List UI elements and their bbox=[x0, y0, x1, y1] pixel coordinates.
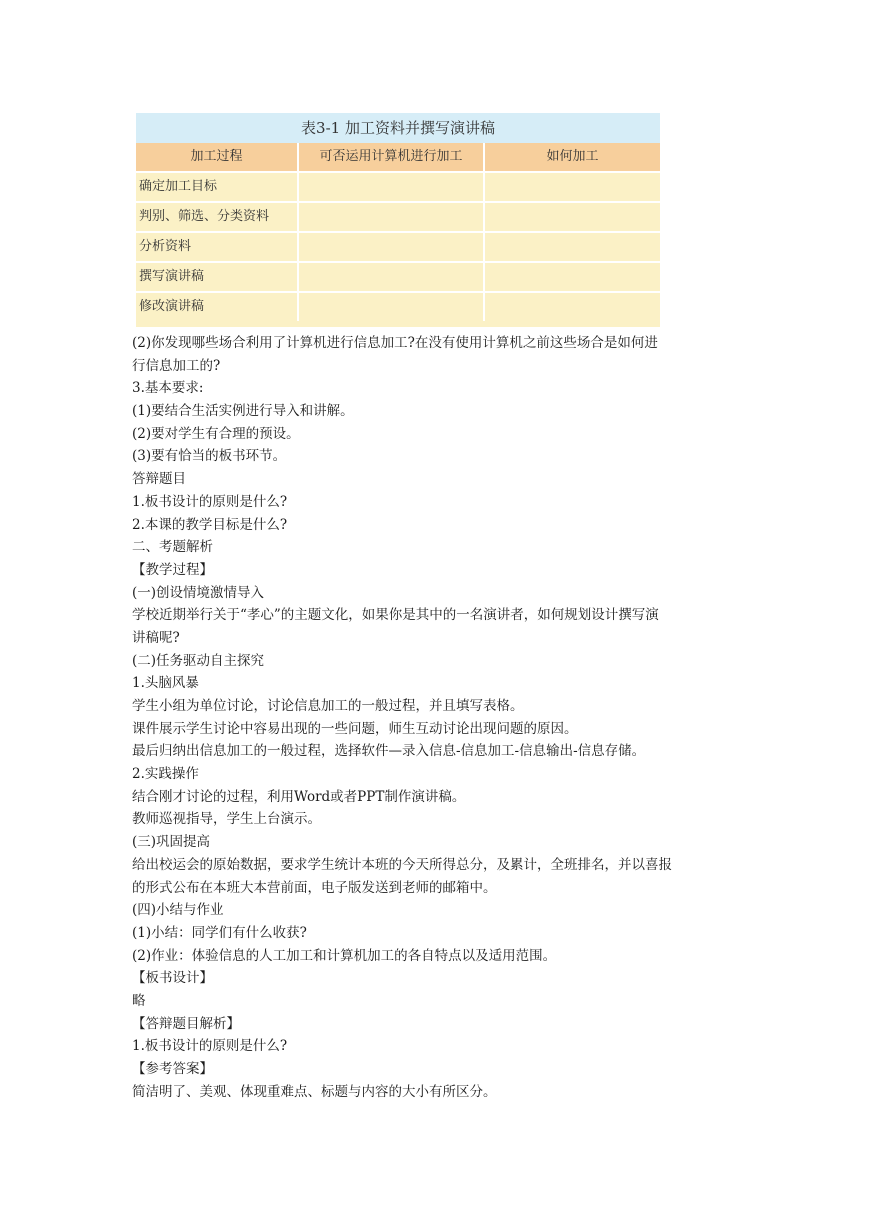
table-cell bbox=[299, 173, 485, 201]
table-cell bbox=[299, 293, 485, 321]
text-line: (1)小结：同学们有什么收获? bbox=[132, 924, 307, 941]
text-line: (二)任务驱动自主探究 bbox=[132, 652, 265, 669]
table-cell bbox=[485, 233, 660, 261]
section-heading: 【教学过程】 bbox=[132, 561, 213, 578]
table-cell bbox=[299, 203, 485, 231]
text-line: (2)要对学生有合理的预设。 bbox=[132, 425, 300, 442]
text-line: 讲稿呢? bbox=[132, 629, 180, 646]
table-cell bbox=[485, 173, 660, 201]
section-heading: 【答辩题目解析】 bbox=[132, 1015, 240, 1032]
table-row bbox=[136, 203, 660, 233]
table-cell: 确定加工目标 bbox=[136, 173, 299, 201]
text-line: (1)要结合生活实例进行导入和讲解。 bbox=[132, 403, 354, 420]
text-line: 最后归纳出信息加工的一般过程，选择软件—录入信息-信息加工-信息输出-信息存储。 bbox=[132, 743, 646, 760]
table-cell: 修改演讲稿 bbox=[136, 293, 299, 321]
text-line: 1.板书设计的原则是什么? bbox=[132, 1038, 288, 1055]
text-line: 教师巡视指导，学生上台演示。 bbox=[132, 811, 321, 828]
text-line: 课件展示学生讨论中容易出现的一些问题，师生互动讨论出现问题的原因。 bbox=[132, 720, 578, 737]
text-line: (三)巩固提高 bbox=[132, 834, 211, 851]
table-cell: 判别、筛选、分类资料 bbox=[136, 203, 299, 231]
body-text bbox=[132, 332, 752, 1103]
table-header-row bbox=[136, 143, 660, 173]
table-row bbox=[136, 173, 660, 203]
table-cell bbox=[299, 263, 485, 291]
table-cell bbox=[299, 233, 485, 261]
text-line: 1.头脑风暴 bbox=[132, 675, 199, 692]
text-line: 2.本课的教学目标是什么? bbox=[132, 516, 288, 533]
section-heading: 【板书设计】 bbox=[132, 970, 213, 987]
table-row bbox=[136, 293, 660, 321]
text-line: (一)创设情境激情导入 bbox=[132, 584, 265, 601]
table-header-cell: 如何加工 bbox=[546, 149, 599, 164]
text-line: 1.板书设计的原则是什么? bbox=[132, 493, 288, 510]
text-line: 略 bbox=[132, 992, 146, 1009]
section-heading: 二、考题解析 bbox=[132, 539, 213, 556]
table-cell bbox=[485, 263, 660, 291]
table-cell bbox=[485, 203, 660, 231]
text-line: 学校近期举行关于“孝心”的主题文化，如果你是其中的一名演讲者，如何规划设计撰写演 bbox=[132, 607, 659, 624]
text-line: (2)你发现哪些场合利用了计算机进行信息加工?在没有使用计算机之前这些场合是如何进 bbox=[132, 335, 658, 351]
table-cell: 分析资料 bbox=[136, 233, 299, 261]
table-cell bbox=[485, 293, 660, 321]
text-line: 结合刚才讨论的过程，利用Word或者PPT制作演讲稿。 bbox=[132, 788, 466, 805]
table-header-cell: 加工过程 bbox=[136, 143, 299, 171]
section-heading: 【参考答案】 bbox=[132, 1061, 213, 1077]
process-table bbox=[136, 113, 660, 327]
text-line: (3)要有恰当的板书环节。 bbox=[132, 448, 287, 465]
text-line: 简洁明了、美观、体现重难点、标题与内容的大小有所区分。 bbox=[132, 1083, 497, 1100]
text-line: 行信息加工的? bbox=[132, 357, 221, 374]
text-line: 3.基本要求: bbox=[132, 380, 204, 397]
text-line: 学生小组为单位讨论，讨论信息加工的一般过程，并且填写表格。 bbox=[132, 698, 524, 714]
table-row bbox=[136, 263, 660, 293]
table-title: 表3-1 加工资料并撰写演讲稿 bbox=[136, 113, 660, 143]
section-heading: 答辩题目 bbox=[132, 471, 186, 488]
text-line: 的形式公布在本班大本营前面，电子版发送到老师的邮箱中。 bbox=[132, 879, 497, 896]
table-row bbox=[136, 233, 660, 263]
text-line: 给出校运会的原始数据，要求学生统计本班的今天所得总分，及累计，全班排名，并以喜报 bbox=[132, 856, 672, 873]
table-cell: 撰写演讲稿 bbox=[136, 263, 299, 291]
text-line: (2)作业：体验信息的人工加工和计算机加工的各自特点以及适用范围。 bbox=[132, 947, 557, 964]
text-line: 2.实践操作 bbox=[132, 766, 199, 783]
table-header-cell: 可否运用计算机进行加工 bbox=[299, 143, 485, 171]
text-line: (四)小结与作业 bbox=[132, 902, 224, 919]
